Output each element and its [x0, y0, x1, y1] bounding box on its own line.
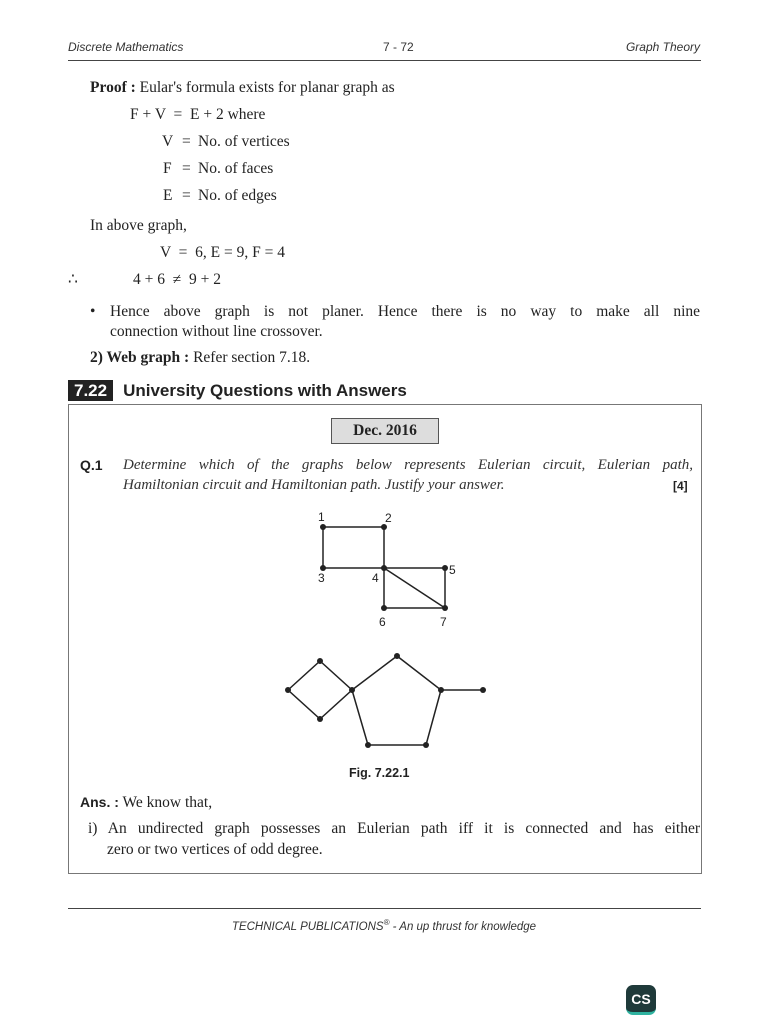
- euler-check: 4 + 6 ≠ 9 + 2: [133, 271, 221, 288]
- def-text: No. of edges: [198, 187, 277, 204]
- vertex: [285, 687, 291, 693]
- vertex: [320, 524, 326, 530]
- section-title: University Questions with Answers: [123, 381, 407, 400]
- vertex: [480, 687, 486, 693]
- vertex: [317, 658, 323, 664]
- web-graph-ref: Refer section 7.18.: [193, 349, 311, 366]
- footer-rule: [68, 908, 701, 909]
- header-chapter: Graph Theory: [625, 40, 700, 54]
- vertex: [394, 653, 400, 659]
- vertex: [381, 605, 387, 611]
- vertex-label: 4: [372, 571, 379, 585]
- answer-label: Ans. :: [80, 794, 119, 810]
- vertex-label: 6: [379, 615, 386, 629]
- header-book-title: Discrete Mathematics: [68, 40, 184, 54]
- proof-intro: Eular's formula exists for planar graph as: [139, 79, 395, 96]
- answer-i-line-2: zero or two vertices of odd degree.: [107, 841, 323, 858]
- exam-date-badge: Dec. 2016: [331, 418, 439, 444]
- vertex: [423, 742, 429, 748]
- footer: [0, 918, 768, 933]
- section-number: 7.22: [68, 380, 113, 401]
- vertex: [317, 716, 323, 722]
- in-above-graph: In above graph,: [90, 217, 187, 234]
- vertex-label: 2: [385, 511, 392, 525]
- therefore-symbol: ∴: [68, 271, 78, 288]
- vertex: [349, 687, 355, 693]
- footer-tagline: - An up thrust for knowledge: [389, 920, 537, 933]
- vertex-label: 5: [449, 563, 456, 577]
- vertex-label: 3: [318, 571, 325, 585]
- header-page-number: 7 - 72: [383, 40, 414, 54]
- footer-brand: TECHNICAL PUBLICATIONS: [231, 920, 384, 933]
- vertex: [442, 605, 448, 611]
- vertex-label: 7: [440, 615, 447, 629]
- answer-intro-line: [80, 792, 212, 813]
- camscanner-logo: CS: [626, 985, 656, 1015]
- def-equals: =: [182, 133, 191, 150]
- def-symbol: V: [162, 133, 174, 150]
- def-symbol: E: [163, 187, 173, 204]
- vertex: [438, 687, 444, 693]
- graph-values: V = 6, E = 9, F = 4: [160, 244, 285, 261]
- question-marks: [4]: [673, 479, 688, 493]
- question-label: Q.1: [80, 457, 103, 473]
- answer-intro: We know that,: [122, 794, 213, 811]
- bullet-line-2: connection without line crossover.: [110, 323, 323, 340]
- def-equals: =: [182, 160, 191, 177]
- graph-2-vertices: [285, 653, 486, 748]
- registered-mark: ®: [383, 918, 390, 927]
- vertex: [365, 742, 371, 748]
- pentagon-cycle: [352, 656, 441, 745]
- question-line-2: Hamiltonian circuit and Hamiltonian path. Justify your answer.: [123, 477, 505, 493]
- vertex: [442, 565, 448, 571]
- edge-4-7: [384, 568, 445, 608]
- def-symbol: F: [163, 160, 172, 177]
- vertex-label: 1: [318, 510, 325, 524]
- diamond-cycle: [288, 661, 352, 719]
- proof-label: Proof :: [90, 79, 136, 96]
- euler-formula: F + V = E + 2 where: [130, 106, 266, 123]
- answer-i-line-1: i) An undirected graph possesses an Eulerian path iff it is connected and has either: [88, 820, 700, 837]
- bullet-mark: •: [90, 303, 96, 320]
- def-text: No. of faces: [198, 160, 274, 177]
- bullet-line-1: Hence above graph is not planer. Hence there is no way to make all nine: [110, 303, 700, 320]
- web-graph-label: 2) Web graph :: [90, 349, 190, 366]
- vertex: [381, 565, 387, 571]
- question-line-1: Determine which of the graphs below represents Eulerian circuit, Eulerian path,: [123, 457, 693, 473]
- def-equals: =: [182, 187, 191, 204]
- figure-caption: Fig. 7.22.1: [349, 766, 410, 780]
- def-text: No. of vertices: [198, 133, 290, 150]
- graph-2: [288, 656, 483, 745]
